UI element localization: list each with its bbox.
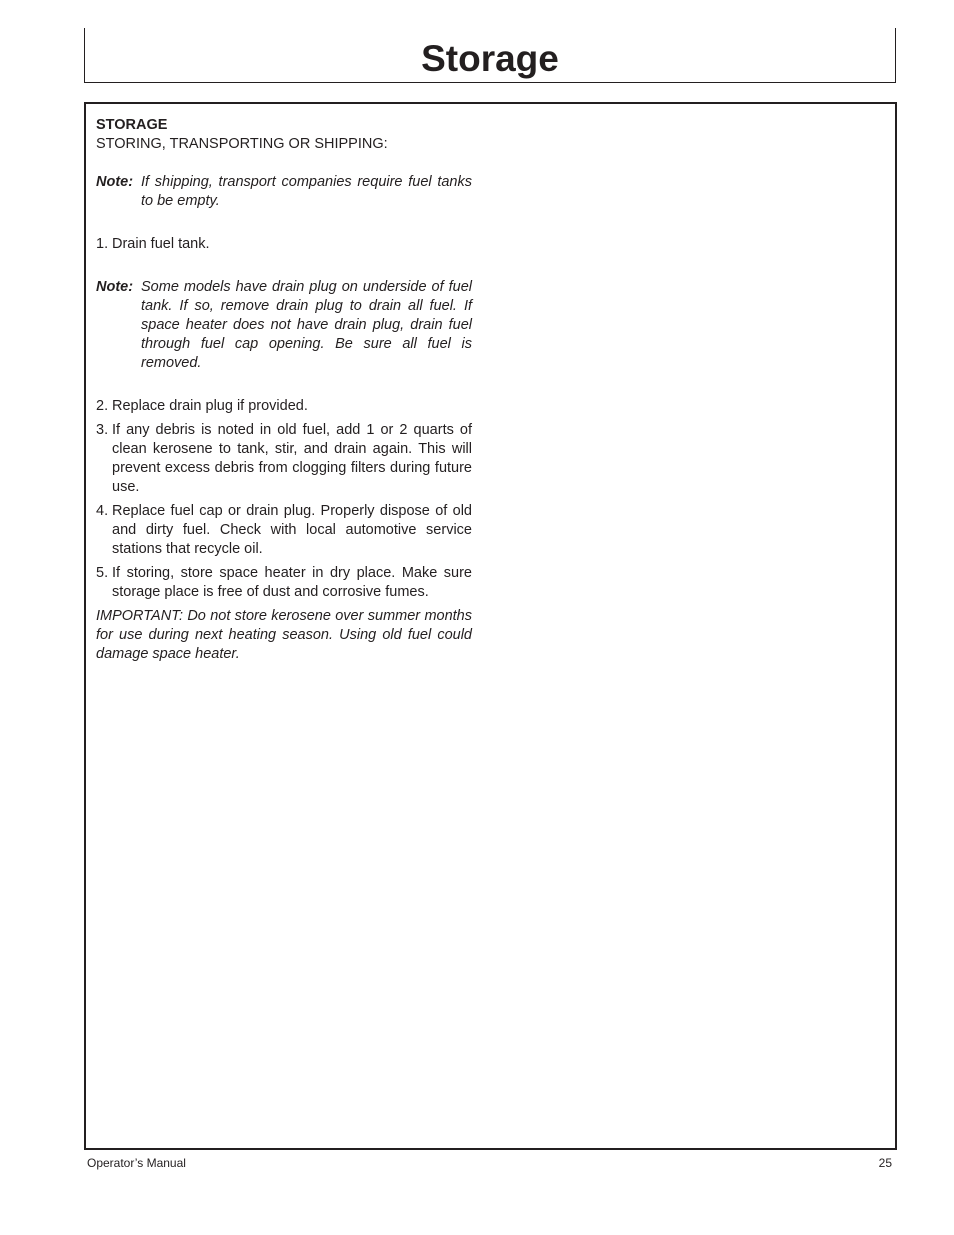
note-text: Some models have drain plug on underside of fuel tank. If so, remove drain plug to drain all fuel. If space heater does not have drain plug, drain fuel through fuel cap opening. Be sure all fuel is removed. bbox=[141, 279, 472, 371]
shipping-note bbox=[96, 173, 472, 211]
step-number: 4. bbox=[96, 503, 109, 519]
note-text: If shipping, transport companies require fuel tanks to be empty. bbox=[141, 174, 472, 209]
step-number: 2. bbox=[96, 398, 109, 414]
drain-plug-note bbox=[96, 278, 472, 373]
step-1 bbox=[96, 235, 472, 254]
storage-column bbox=[96, 116, 472, 664]
step-number: 1. bbox=[96, 236, 109, 252]
step-number: 3. bbox=[96, 422, 109, 438]
step-text: Replace fuel cap or drain plug. Properly dispose of old and dirty fuel. Check with local automotive service stations that recycle oil. bbox=[112, 503, 472, 557]
footer-page-number: 25 bbox=[878, 1156, 892, 1170]
step-5 bbox=[96, 564, 472, 602]
note-label: Note: bbox=[96, 174, 134, 190]
page-title: Storage bbox=[421, 38, 559, 79]
step-text: If any debris is noted in old fuel, add 1 or 2 quarts of clean kerosene to tank, stir, and drain again. This will prevent excess debris from clogging filters during future use. bbox=[112, 422, 472, 495]
note-label: Note: bbox=[96, 279, 134, 295]
content-frame bbox=[84, 102, 897, 1150]
step-text: Drain fuel tank. bbox=[112, 236, 210, 252]
step-number: 5. bbox=[96, 565, 109, 581]
step-text: If storing, store space heater in dry place. Make sure storage place is free of dust and corrosive fumes. bbox=[112, 565, 472, 600]
footer-manual-label: Operator’s Manual bbox=[87, 1156, 186, 1170]
important-notice: IMPORTANT: Do not store kerosene over summer months for use during next heating season. Using old fuel could damage space heater. bbox=[96, 608, 472, 662]
step-text: Replace drain plug if provided. bbox=[112, 398, 308, 414]
step-4 bbox=[96, 502, 472, 559]
section-heading: STORAGE bbox=[96, 117, 168, 133]
step-2 bbox=[96, 397, 472, 416]
step-3 bbox=[96, 421, 472, 497]
header-frame bbox=[84, 28, 896, 83]
section-subheading: STORING, TRANSPORTING OR SHIPPING: bbox=[96, 136, 388, 152]
